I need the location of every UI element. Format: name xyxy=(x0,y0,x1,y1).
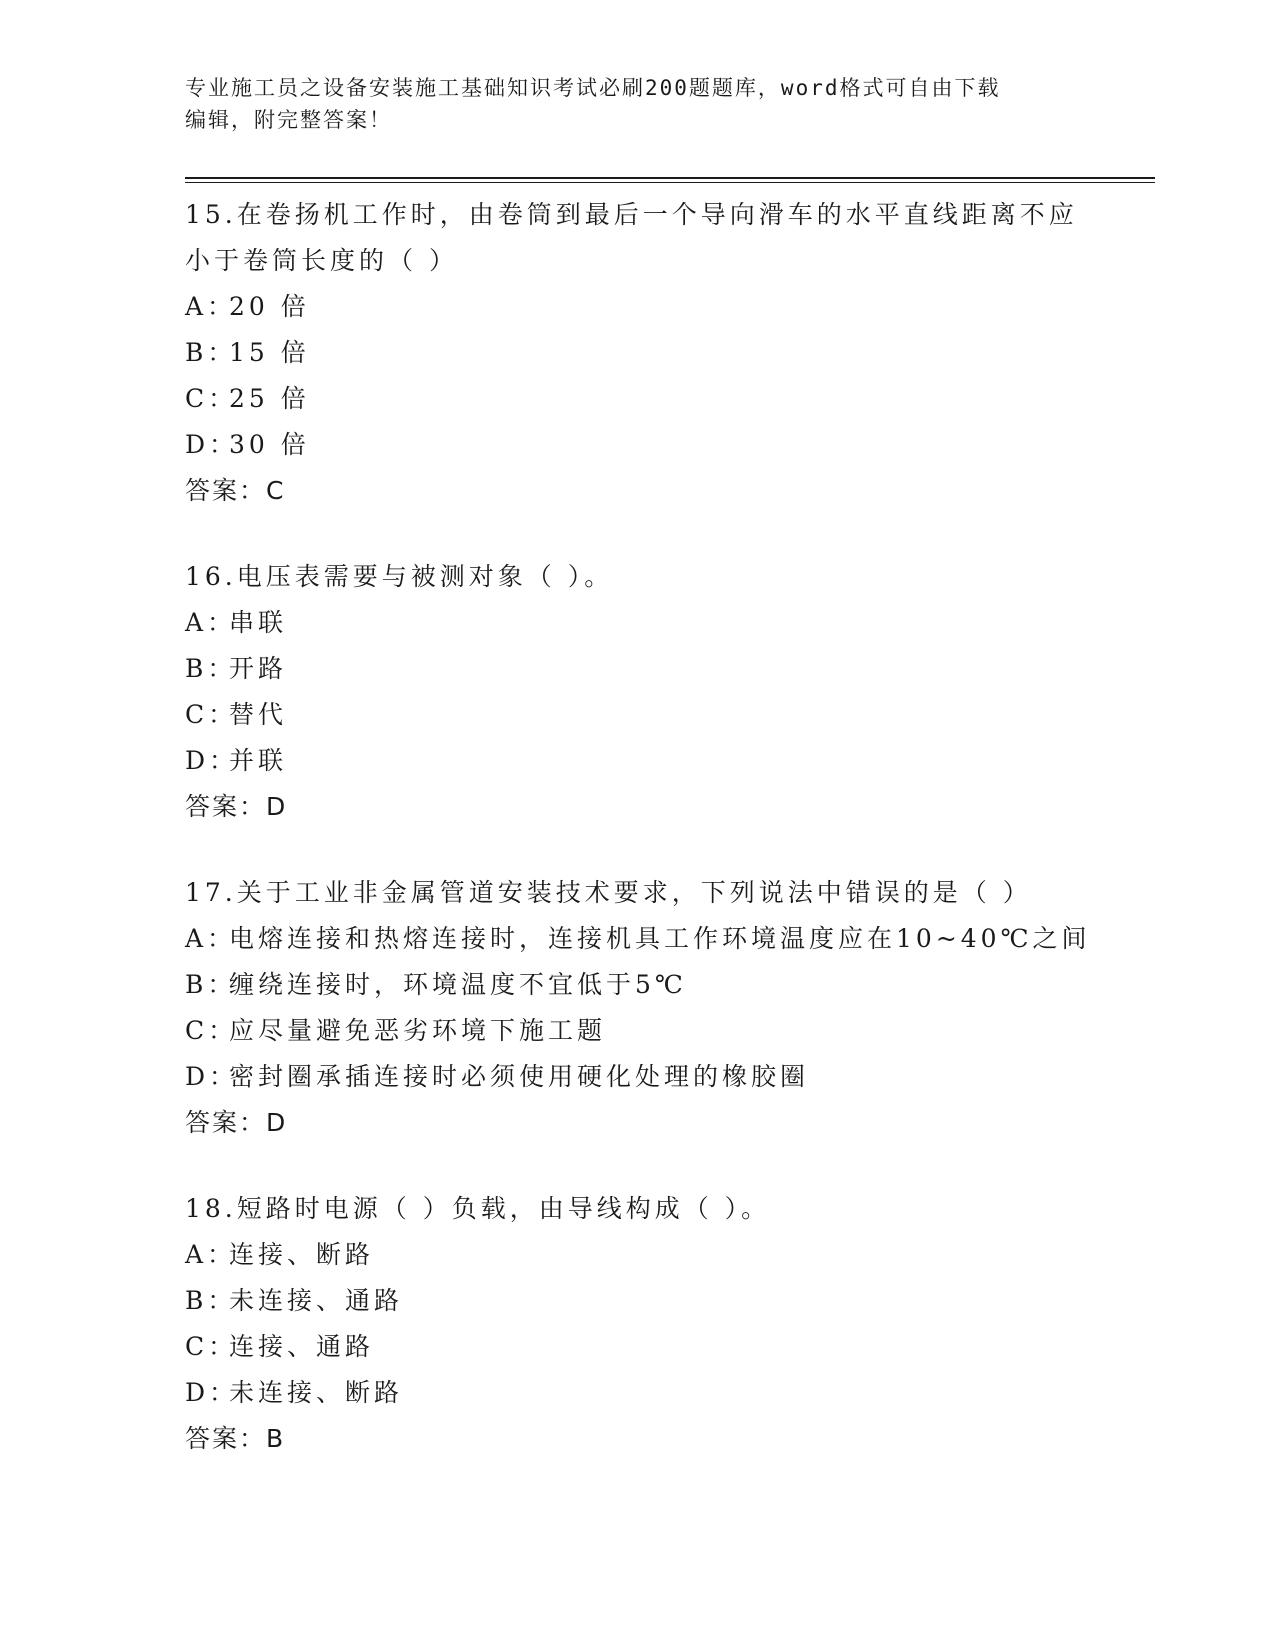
question-list xyxy=(185,192,1155,1502)
option-text: 密封圈承插连接时必须使用硬化处理的橡胶圈 xyxy=(229,1062,810,1091)
option-key: C： xyxy=(185,384,238,413)
option-a xyxy=(185,284,1155,330)
option-key: A： xyxy=(185,292,237,321)
header-divider-thin xyxy=(185,182,1155,183)
option-a xyxy=(185,600,1155,646)
answer-line: 答案：D xyxy=(185,792,288,821)
header-title-line1: 专业施工员之设备安装施工基础知识考试必刷200题题库，word格式可自由下载 xyxy=(185,76,1001,100)
option-key: B： xyxy=(185,338,237,367)
option-d xyxy=(185,1054,1155,1100)
option-text: 应尽量避免恶劣环境下施工题 xyxy=(229,1016,607,1045)
option-text: 30 倍 xyxy=(229,430,310,459)
option-text: 未连接、通路 xyxy=(229,1286,404,1315)
option-key: D： xyxy=(185,746,239,775)
option-b xyxy=(185,1278,1155,1324)
option-a xyxy=(185,916,1155,962)
option-text: 替代 xyxy=(229,700,288,729)
option-text: 并联 xyxy=(229,746,288,775)
option-text: 20 倍 xyxy=(229,292,310,321)
header-title-line2: 编辑，附完整答案！ xyxy=(185,108,392,132)
header-divider-thick xyxy=(185,177,1155,179)
question-item xyxy=(185,554,1155,830)
option-key: D： xyxy=(185,1378,239,1407)
option-key: B： xyxy=(185,970,237,999)
option-b xyxy=(185,962,1155,1008)
option-d xyxy=(185,1370,1155,1416)
option-key: D： xyxy=(185,1062,239,1091)
question-stem: 15.在卷扬机工作时，由卷筒到最后一个导向滑车的水平直线距离不应小于卷筒长度的（ ） xyxy=(185,200,1078,275)
question-stem: 17.关于工业非金属管道安装技术要求，下列说法中错误的是（ ） xyxy=(185,878,1032,907)
option-key: B： xyxy=(185,1286,237,1315)
option-key: C： xyxy=(185,1332,238,1361)
option-text: 串联 xyxy=(229,608,288,637)
option-text: 缠绕连接时，环境温度不宜低于5℃ xyxy=(229,970,687,999)
question-stem: 18.短路时电源（ ）负载，由导线构成（ ）。 xyxy=(185,1194,771,1223)
option-key: B： xyxy=(185,654,237,683)
question-item xyxy=(185,192,1155,514)
option-b xyxy=(185,646,1155,692)
option-c xyxy=(185,1008,1155,1054)
question-stem: 16.电压表需要与被测对象（ ）。 xyxy=(185,562,614,591)
document-header xyxy=(185,72,1085,136)
question-item xyxy=(185,870,1155,1146)
option-key: A： xyxy=(185,924,237,953)
option-text: 开路 xyxy=(229,654,288,683)
option-d xyxy=(185,422,1155,468)
option-d xyxy=(185,738,1155,784)
option-text: 25 倍 xyxy=(229,384,310,413)
option-c xyxy=(185,1324,1155,1370)
option-key: C： xyxy=(185,700,238,729)
option-key: A： xyxy=(185,1240,237,1269)
option-c xyxy=(185,692,1155,738)
option-text: 连接、通路 xyxy=(229,1332,375,1361)
option-text: 15 倍 xyxy=(229,338,310,367)
option-text: 未连接、断路 xyxy=(229,1378,404,1407)
option-b xyxy=(185,330,1155,376)
answer-line: 答案：B xyxy=(185,1424,286,1453)
option-key: A： xyxy=(185,608,237,637)
option-text: 连接、断路 xyxy=(229,1240,375,1269)
question-item xyxy=(185,1186,1155,1462)
option-text: 电熔连接和热熔连接时，连接机具工作环境温度应在10~40℃之间 xyxy=(229,924,1091,953)
option-key: C： xyxy=(185,1016,238,1045)
answer-line: 答案：C xyxy=(185,476,286,505)
answer-line: 答案：D xyxy=(185,1108,288,1137)
option-c xyxy=(185,376,1155,422)
option-a xyxy=(185,1232,1155,1278)
option-key: D： xyxy=(185,430,239,459)
